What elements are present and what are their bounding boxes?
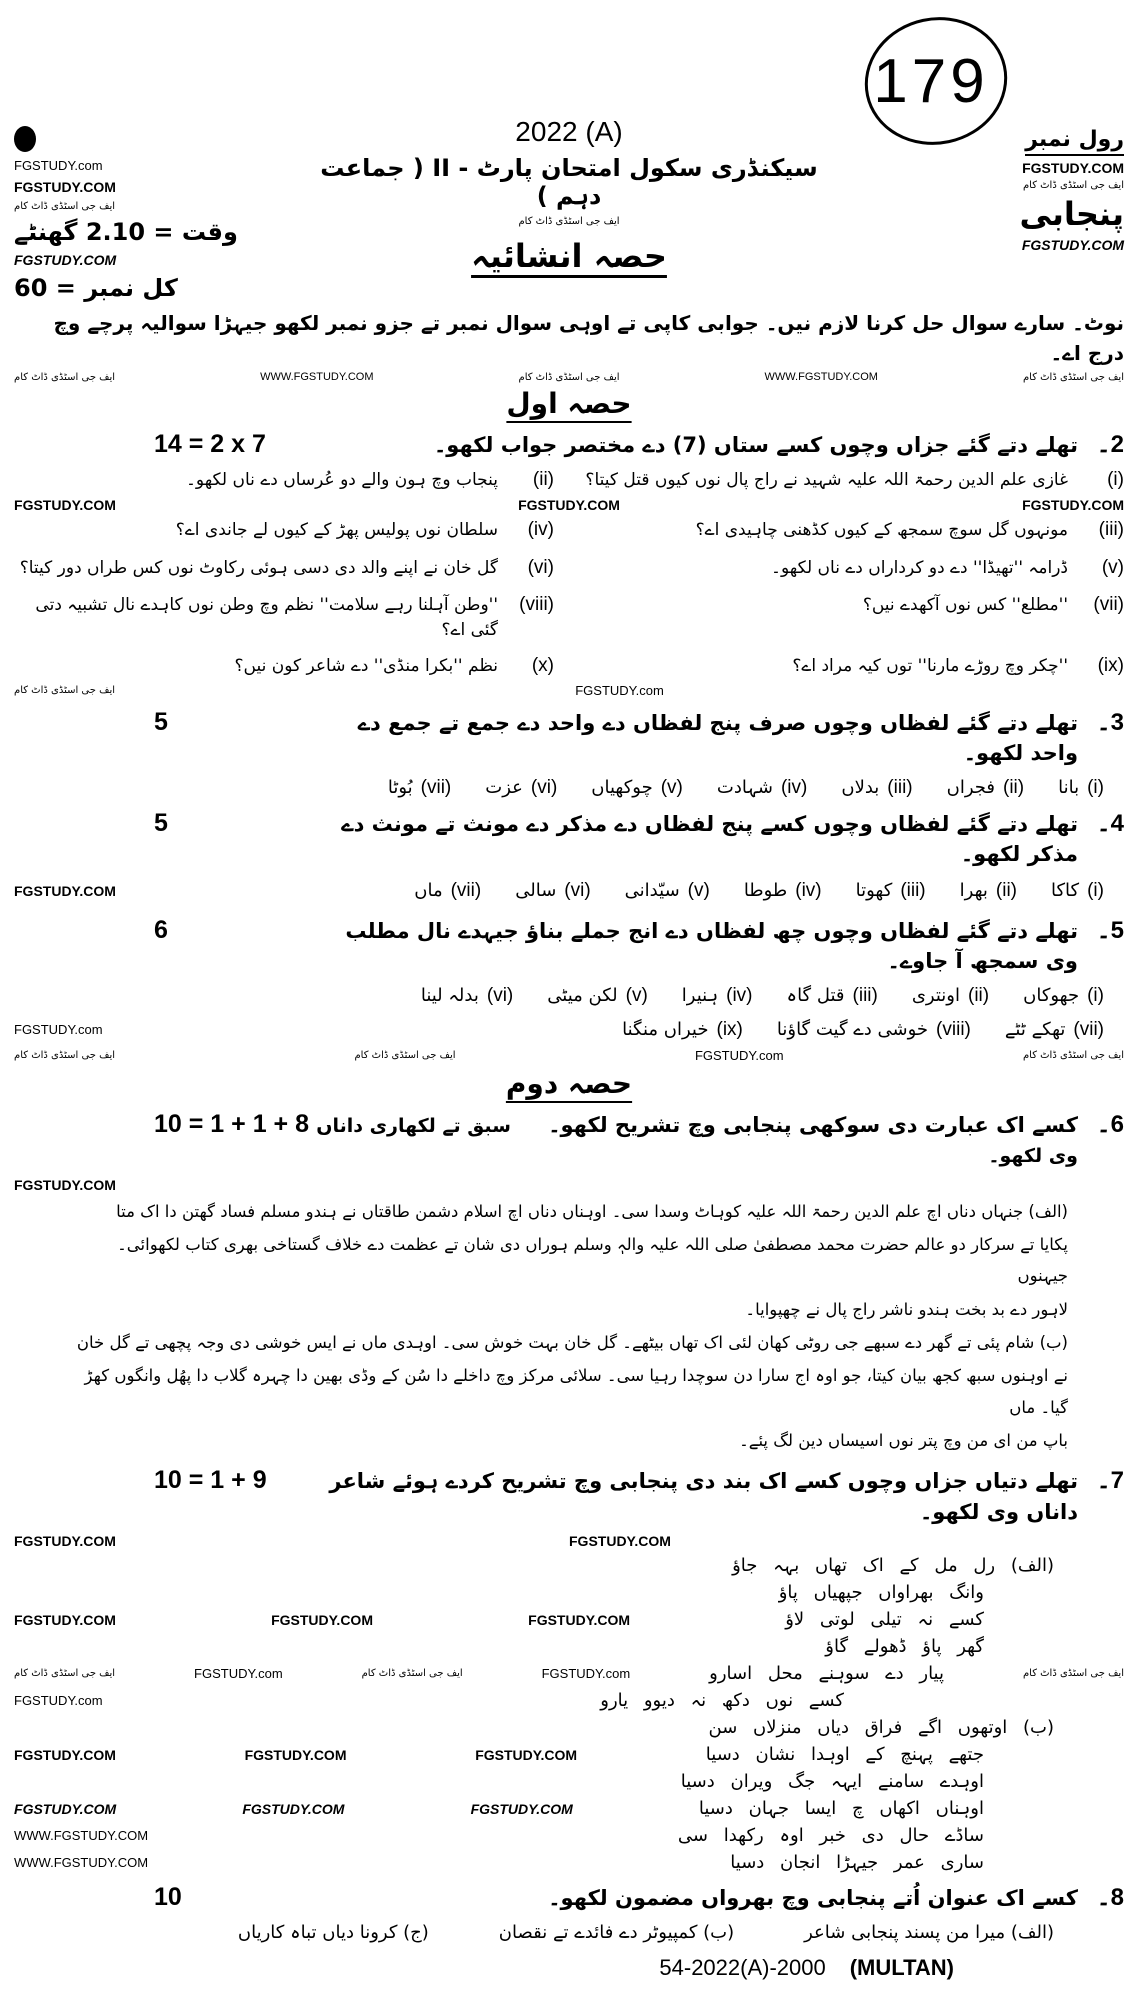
q6-number: 6۔ [1096, 1110, 1124, 1138]
q5-instruction: تھلے دتے گئے لفظاں وچوں چھ لفظاں دے انج جملے بناؤ جیہدے نال مطلب وی سمجھ آ جاوے۔ [345, 918, 1078, 974]
q2-item [584, 652, 1124, 680]
q4-word: (vi) سالی [515, 879, 591, 901]
q7-number: 7۔ [1096, 1467, 1124, 1495]
q5-word-list-1 [14, 985, 1124, 1007]
watermark-row [14, 497, 1124, 513]
q4-word: (iii) کھوتا [855, 879, 926, 901]
q5-word: (vii) تھکے ٹٹے [1004, 1018, 1104, 1040]
q2-item [584, 554, 1124, 582]
q4-word: (v) سیّدانی [624, 879, 710, 901]
q6-passage-alif [14, 1196, 1124, 1325]
q7-poem-alif-line: گھر پاؤ ڈھولے گاؤ [825, 1636, 984, 1658]
board-name: (MULTAN) [849, 1954, 954, 1980]
q2-item [14, 591, 554, 642]
q2-item-number: (vii) [1093, 594, 1124, 616]
q4-marks: 5 [154, 808, 168, 837]
q5-word: (i) جھوکاں [1023, 984, 1104, 1006]
exam-title: سیکنڈری سکول امتحان پارٹ - II ( جماعت دہم ) [320, 154, 818, 210]
watermark: FGSTUDY.COM [14, 496, 116, 513]
q6-passage-alif-line: پکایا تے سرکار دو عالم حضرت محمد مصطفیٰ صلی اللہ علیہ والہٖ وسلم ہوراں دی شان تے عظمت دے خلاف گستاخی بھری کتاب لکھوائی۔ جیہنوں [117, 1234, 1068, 1286]
watermark: FGSTUDY.COM [528, 1611, 631, 1628]
watermark: FGSTUDY.COM [1022, 160, 1124, 176]
q3-word-list [14, 777, 1124, 799]
watermark: ایف جی اسٹڈی ڈاٹ کام [14, 201, 116, 212]
watermark-row [14, 1533, 1124, 1549]
section-heading: حصہ انشائیہ [471, 237, 667, 275]
watermark: FGSTUDY.com [194, 1666, 283, 1682]
q6-passage-alif-line: لاہور دے بد بخت ہندو ناشر راج پال نے چھپوایا۔ [745, 1299, 1068, 1319]
q4-instruction: تھلے دتے گئے لفظاں وچوں کسے پنج لفظاں دے مذکر دے مونث تے مونث دے مذکر لکھو۔ [341, 811, 1078, 867]
q2-item-number: (v) [1101, 556, 1124, 578]
watermark: FGSTUDY.COM [470, 1800, 573, 1817]
q6-passage-bay-line: (ب) شام پئی تے گھر دے سبھے جی روٹی کھان لئی اک تھاں بیٹھے۔ گل خان بہت خوش سی۔ اوہدی ماں نے ایس خوشی دی وجہ پچھی تے گل خان [76, 1333, 1068, 1352]
watermark: ایف جی اسٹڈی ڈاٹ کام [14, 1668, 116, 1680]
poem-row [14, 1852, 1124, 1873]
q3-word: (iv) شہادت [716, 776, 808, 798]
watermark: WWW.FGSTUDY.COM [14, 1855, 149, 1871]
q5-word: (iv) ہنیرا [681, 984, 753, 1006]
q8-option: (ج) کرونا دیاں تباہ کاریاں [237, 1921, 429, 1943]
q2-item-number: (ii) [532, 469, 554, 491]
q2-items [14, 466, 1124, 494]
watermark: WWW.FGSTUDY.COM [260, 371, 374, 383]
q2-item-text: پنجاب وچ ہون والے دو عُرساں دے ناں لکھو۔ [185, 470, 498, 491]
q7-poem-alif-line: پیار دے سوہنے محل اسارو [709, 1663, 944, 1685]
q2-item-number: (i) [1107, 469, 1124, 491]
poem-row [14, 1555, 1124, 1576]
watermark: ایف جی اسٹڈی ڈاٹ کام [14, 371, 116, 383]
poem-row [14, 1609, 1124, 1630]
poem-row [14, 1798, 1124, 1819]
watermark: FGSTUDY.COM [14, 1746, 116, 1763]
q2-item-number: (vi) [527, 556, 554, 578]
watermark-row [14, 371, 1124, 383]
q8-heading [14, 1883, 1124, 1913]
q5-word: (iii) قتل گاہ [786, 984, 878, 1006]
watermark: FGSTUDY.COM [14, 1176, 116, 1193]
q2-item-number: (ix) [1097, 655, 1124, 677]
header-right [824, 6, 1124, 253]
q2-item [584, 591, 1124, 642]
watermark: ایف جی اسٹڈی ڈاٹ کام [1022, 1049, 1124, 1061]
q5-number: 5۔ [1096, 916, 1124, 944]
watermark: ایف جی اسٹڈی ڈاٹ کام [1022, 371, 1124, 383]
q3-word: (ii) فجراں [946, 776, 1025, 798]
q5-word: (ix) خیراں منگنا [622, 1018, 743, 1040]
q2-item-number: (iii) [1098, 518, 1124, 540]
poem-row [14, 1636, 1124, 1657]
watermark: WWW.FGSTUDY.COM [764, 371, 878, 383]
watermark-row [14, 876, 1124, 906]
q2-instruction: تھلے دتے گئے جزاں وچوں کسے ستاں (7) دے مختصر جواب لکھو۔ [433, 433, 1078, 457]
q7-marks: 10 = 1 + 9 [154, 1466, 267, 1495]
q6-passage-bay [14, 1327, 1124, 1456]
header-left [14, 6, 314, 302]
q2-heading [14, 430, 1124, 460]
instructions-note: نوٹ۔ سارے سوال حل کرنا لازم نیں۔ جوابی کاپی تے اوہی سوال نمبر تے جزو نمبر لکھو جیہڑا سوالیہ پرچے وچ درج اے۔ [53, 311, 1124, 365]
q5-word: (v) لکن میٹی [547, 984, 648, 1006]
q2-item-text: ڈرامہ ''تھیڈا'' دے دو کرداراں دے ناں لکھو۔ [770, 557, 1068, 578]
watermark: FGSTUDY.COM [14, 1611, 116, 1628]
q4-word-list [414, 880, 1124, 902]
q5-marks: 6 [154, 915, 168, 944]
watermark: FGSTUDY.com [541, 1666, 631, 1682]
q4-word: (ii) بھرا [959, 879, 1017, 901]
total-marks: کل نمبر = 60 [14, 274, 178, 302]
watermark: ایف جی اسٹڈی ڈاٹ کام [354, 1049, 456, 1061]
q6-passage-bay-line: باپ من ای من وچ پتر نوں اسیساں دین لگ پئے۔ [739, 1431, 1068, 1451]
watermark: FGSTUDY.COM [14, 1800, 117, 1817]
q6-heading [14, 1110, 1124, 1171]
q6-instruction-2: سبق تے لکھاری داناں وی لکھو۔ [316, 1114, 1078, 1168]
q7-poem-bay-line: (ب) اوتھوں اگے فراق دیاں منزلاں سن [708, 1717, 1054, 1739]
part-one-heading: حصہ اول [506, 387, 632, 420]
q7-poem-alif-line: کسے نہ تیلی لوتی لاؤ [785, 1609, 984, 1631]
q8-instruction: کسے اک عنوان اُتے پنجابی وچ بھرواں مضمون لکھو۔ [548, 1886, 1078, 1911]
q3-word: (iii) بدلاں [841, 776, 913, 798]
watermark: ایف جی اسٹڈی ڈاٹ کام [14, 1049, 116, 1061]
q4-heading [14, 809, 1124, 870]
q2-item-text: مونہوں گل سوچ سمجھ کے کیوں کڈھنی چاہیدی اے؟ [695, 519, 1068, 540]
watermark: WWW.FGSTUDY.COM [14, 1828, 149, 1844]
watermark: FGSTUDY.COM [271, 1611, 373, 1628]
watermark: FGSTUDY.COM [475, 1746, 578, 1763]
watermark-row [14, 1015, 1124, 1045]
watermark: FGSTUDY.com [575, 682, 664, 698]
q2-item [14, 554, 554, 582]
watermark: ایف جی اسٹڈی ڈاٹ کام [518, 216, 620, 227]
watermark: FGSTUDY.COM [569, 1533, 671, 1550]
q2-item-number: (iv) [527, 518, 554, 540]
watermark: FGSTUDY.COM [14, 1533, 116, 1550]
q2-item [14, 516, 554, 544]
q8-number: 8۔ [1096, 1884, 1124, 1912]
q6-passage-alif-line: (الف) جنہاں دناں اچ علم الدین رحمۃ اللہ علیہ کوہاٹ وسدا سی۔ اوہناں دناں اچ اسلام دشمن طاقتاں نے ہندو مسلم فساد گھتن دا اک متا [116, 1201, 1068, 1221]
watermark: FGSTUDY.COM [14, 252, 117, 268]
roll-number-area [851, 6, 1124, 156]
q3-word: (i) بانا [1058, 776, 1104, 798]
part-two-heading: حصہ دوم [505, 1066, 633, 1100]
watermark: FGSTUDY.COM [242, 1800, 345, 1817]
poem-row [14, 1825, 1124, 1846]
q2-item [14, 652, 554, 680]
q2-marks: 14 = 2 x 7 [154, 430, 266, 458]
q5-word-list-2 [622, 1019, 1124, 1041]
poem-row [14, 1663, 1124, 1684]
q5-word: (vi) بدلہ لینا [420, 984, 514, 1006]
roll-number-label: رول نمبر [1025, 127, 1124, 156]
poem-row [14, 1771, 1124, 1792]
watermark: FGSTUDY.com [694, 1047, 784, 1063]
roll-number: 179 [873, 47, 989, 116]
q7-poem-bay-line: ساری عمر جیہڑا انجان دسیا [730, 1852, 984, 1874]
q2-items [14, 516, 1124, 680]
q5-word: (ii) اونتری [911, 984, 990, 1006]
q6-instruction: کسے اک عبارت دی سوکھی پنجابی وچ تشریح لکھو۔ [548, 1112, 1078, 1137]
watermark: ایف جی اسٹڈی ڈاٹ کام [518, 371, 620, 383]
q7-poem-alif-line: وانگ بھراواں جپھیاں پاؤ [778, 1582, 984, 1604]
poem-row [14, 1717, 1124, 1738]
q2-item-text: ''مطلع'' کس نوں آکھدے نیں؟ [862, 595, 1068, 616]
watermark: ایف جی اسٹڈی ڈاٹ کام [1022, 180, 1124, 191]
q3-instruction: تھلے دتے گئے لفظاں وچوں صرف پنج لفظاں دے واحد دے جمع تے جمع دے واحد لکھو۔ [357, 710, 1078, 766]
q4-number: 4۔ [1096, 809, 1124, 837]
q3-word: (v) چوکھیاں [591, 776, 683, 798]
ink-dot [14, 126, 36, 152]
q6-passage-bay-line: نے اوہنوں سبھ کجھ بیان کیتا، جو اوہ اج سارا دن سوچدا رہیا سی۔ سلائی مرکز وچ داخلے دا سُن کے وڈی بھین دا چہرہ گلاب دا پھُل وانگوں کھڑ گیا۔ ماں [84, 1366, 1068, 1417]
paper-code: 54-2022(A)-2000 [659, 1954, 826, 1980]
watermark-row [14, 683, 1124, 698]
q8-options [14, 1922, 1124, 1943]
watermark: ایف جی اسٹڈی ڈاٹ کام [1022, 1668, 1124, 1680]
footer [14, 1955, 1124, 1981]
q7-poem-bay-line: ساڈے حال دی خبر اوہ رکھدا سی [677, 1825, 984, 1847]
q2-item-text: ''وطن آہلنا رہے سلامت'' نظم وچ وطن نوں کاہدے نال تشبیہ دتی گئی اے؟ [35, 595, 498, 640]
watermark: FGSTUDY.COM [518, 496, 620, 513]
q7-poem-alif-line: (الف) رل مل کے اک تھاں بہہ جاؤ [732, 1555, 1054, 1577]
watermark: FGSTUDY.com [14, 158, 103, 173]
watermark-row [14, 1177, 1124, 1193]
q7-instruction: تھلے دتیاں جزاں وچوں کسے اک بند دی پنجابی وچ تشریح کردے ہوئے شاعر داناں وی لکھو۔ [329, 1469, 1078, 1524]
subject: پنجابی [1019, 195, 1124, 233]
header-center [314, 6, 824, 279]
watermark: ایف جی اسٹڈی ڈاٹ کام [14, 684, 116, 696]
time-allowed: وقت = 2.10 گھنٹے [14, 218, 238, 246]
watermark: FGSTUDY.COM [244, 1746, 347, 1763]
q2-item [584, 466, 1124, 494]
watermark: FGSTUDY.COM [14, 882, 116, 899]
q8-marks: 10 [154, 1883, 182, 1912]
q2-item [14, 466, 554, 494]
q2-item-number: (x) [531, 655, 554, 677]
q4-word: (iv) طوطا [743, 879, 822, 901]
q3-word: (vii) بُوٹا [387, 776, 452, 798]
watermark: FGSTUDY.COM [14, 179, 116, 195]
exam-year: 2022 (A) [515, 116, 623, 147]
q3-marks: 5 [154, 707, 168, 736]
q7-poem-bay-line: اوہناں اکھاں چ ایسا جہان دسیا [698, 1798, 984, 1820]
q7-heading [14, 1466, 1124, 1527]
q2-item [584, 516, 1124, 544]
roll-number-box [851, 6, 1021, 156]
q3-word: (vi) عزت [485, 776, 558, 798]
q7-poem-alif-line: کسے نوں دکھ نہ دیوو یارو [600, 1690, 844, 1712]
q4-word: (i) کاکا [1051, 879, 1104, 901]
poem-row [14, 1582, 1124, 1603]
q7-poem-bay-line: اوہدے سامنے ایہہ جگ ویران دسیا [680, 1771, 984, 1793]
q2-item-text: گل خان نے اپنے والد دی دسی ہوئی رکاوٹ نوں کس طراں دور کیتا؟ [19, 557, 498, 578]
q5-word: (viii) خوشی دے گیت گاؤنا [776, 1018, 971, 1040]
header [14, 6, 1124, 302]
q5-heading [14, 916, 1124, 977]
q3-number: 3۔ [1096, 708, 1124, 736]
q6-marks: 10 = 1 + 1 + 8 [154, 1109, 309, 1138]
q2-item-number: (viii) [519, 594, 554, 616]
poem-row [14, 1744, 1124, 1765]
q7-poem-bay-line: جتھے پہنچ کے اوہدا نشان دسیا [705, 1744, 984, 1766]
q2-item-text: سلطان نوں پولیس پھڑ کے کیوں لے جاندی اے؟ [175, 519, 498, 540]
q6-instruction-group [314, 1110, 1078, 1171]
q2-number: 2۔ [1096, 431, 1124, 458]
watermark: FGSTUDY.com [14, 1022, 103, 1038]
q8-option: (ب) کمپیوٹر دے فائدے تے نقصان [498, 1921, 735, 1943]
watermark: ایف جی اسٹڈی ڈاٹ کام [361, 1668, 463, 1680]
q4-word: (vii) ماں [414, 879, 482, 901]
q2-item-text: نظم ''بکرا منڈی'' دے شاعر کون نیں؟ [234, 656, 498, 677]
watermark: FGSTUDY.COM [1022, 496, 1124, 513]
q2-item-text: ''چکر وچ روڑے مارنا'' توں کیہ مراد اے؟ [792, 656, 1068, 677]
q2-item-text: غازی علم الدین رحمۃ اللہ علیہ شہید نے راج پال نوں کیوں قتل کیتا؟ [585, 470, 1068, 491]
q3-heading [14, 708, 1124, 769]
watermark: FGSTUDY.COM [1021, 237, 1124, 253]
watermark: FGSTUDY.com [14, 1693, 103, 1709]
poem-row [14, 1690, 1124, 1711]
q8-option: (الف) میرا من پسند پنجابی شاعر [804, 1921, 1054, 1943]
watermark-row [14, 1048, 1124, 1063]
